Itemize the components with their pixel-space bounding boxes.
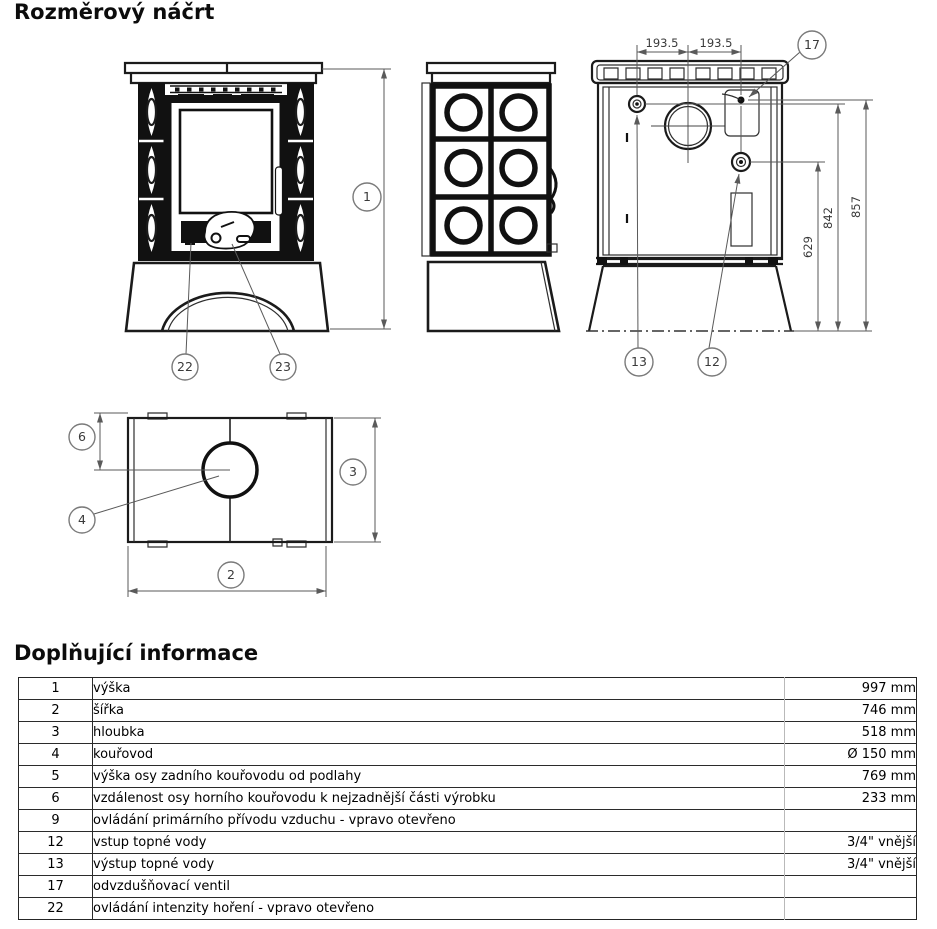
row-label: odvzdušňovací ventil bbox=[93, 876, 785, 898]
table-row bbox=[19, 854, 917, 876]
callout-17-vent-valve bbox=[798, 31, 826, 59]
table-row bbox=[19, 700, 917, 722]
rear-base bbox=[589, 266, 791, 331]
callout-22-intensity-control bbox=[172, 354, 198, 380]
table-row bbox=[19, 788, 917, 810]
side-tile-ring bbox=[447, 96, 480, 129]
rear-body bbox=[598, 83, 782, 259]
side-tile-grid bbox=[435, 86, 548, 254]
side-base bbox=[428, 262, 559, 331]
row-number: 12 bbox=[19, 832, 93, 854]
callout-23-air-control bbox=[270, 354, 296, 380]
row-number: 2 bbox=[19, 700, 93, 722]
rear-body-inner bbox=[603, 87, 777, 255]
leader-13 bbox=[637, 115, 638, 348]
section-title: Doplňující informace bbox=[14, 641, 259, 665]
row-value bbox=[785, 810, 917, 832]
callout-4-flue bbox=[69, 507, 95, 533]
row-value: 746 mm bbox=[785, 700, 917, 722]
row-label: hloubka bbox=[93, 722, 785, 744]
table-row bbox=[19, 766, 917, 788]
callout-2-width bbox=[218, 562, 244, 588]
control-slider bbox=[237, 236, 250, 242]
side-tile-ring bbox=[447, 209, 480, 242]
table-row bbox=[19, 832, 917, 854]
row-number: 3 bbox=[19, 722, 93, 744]
top-view bbox=[69, 413, 381, 597]
svg-text:22: 22 bbox=[177, 359, 193, 374]
row-label: výška osy zadního kouřovodu od podlahy bbox=[93, 766, 785, 788]
dim-label-193-left: 193.5 bbox=[645, 36, 679, 50]
dim-label-193-right: 193.5 bbox=[699, 36, 733, 50]
side-tile-ring bbox=[502, 209, 535, 242]
leader-12 bbox=[709, 174, 739, 348]
side-back-strip bbox=[422, 83, 430, 256]
row-value bbox=[785, 876, 917, 898]
svg-text:2: 2 bbox=[227, 567, 235, 582]
row-number: 5 bbox=[19, 766, 93, 788]
info-table bbox=[18, 677, 917, 920]
row-label: výstup topné vody bbox=[93, 854, 785, 876]
front-cornice bbox=[125, 63, 322, 83]
callout-6-flue-offset bbox=[69, 424, 95, 450]
rear-view bbox=[586, 31, 873, 376]
svg-text:6: 6 bbox=[78, 429, 86, 444]
callout-1-height bbox=[353, 183, 381, 211]
row-value: 518 mm bbox=[785, 722, 917, 744]
callout-3-depth bbox=[340, 459, 366, 485]
door-window bbox=[180, 110, 272, 213]
callout-12-water-inlet bbox=[698, 348, 726, 376]
row-number: 9 bbox=[19, 810, 93, 832]
front-view bbox=[125, 63, 391, 380]
dim-label-857: 857 bbox=[849, 196, 863, 218]
side-cornice bbox=[427, 63, 555, 83]
row-number: 1 bbox=[19, 678, 93, 700]
row-number: 22 bbox=[19, 898, 93, 920]
row-number: 4 bbox=[19, 744, 93, 766]
table-row bbox=[19, 810, 917, 832]
door-handle-slot bbox=[276, 167, 283, 215]
row-number: 13 bbox=[19, 854, 93, 876]
flue-crosshair bbox=[651, 90, 725, 163]
table-row bbox=[19, 898, 917, 920]
row-label: šířka bbox=[93, 700, 785, 722]
leader-4 bbox=[94, 476, 219, 514]
row-label: ovládání intenzity hoření - vpravo otevřeno bbox=[93, 898, 785, 920]
table-row bbox=[19, 744, 917, 766]
rear-cap-tabs bbox=[604, 68, 776, 79]
side-tile-ring bbox=[502, 152, 535, 185]
svg-text:4: 4 bbox=[78, 512, 86, 527]
row-value: Ø 150 mm bbox=[785, 744, 917, 766]
row-value: 233 mm bbox=[785, 788, 917, 810]
row-label: vzdálenost osy horního kouřovodu k nejzadnější části výrobku bbox=[93, 788, 785, 810]
svg-text:1: 1 bbox=[363, 189, 371, 204]
leader-17 bbox=[749, 52, 800, 97]
svg-text:12: 12 bbox=[704, 354, 720, 369]
rear-top-cap-inner bbox=[597, 65, 783, 80]
callout-13-water-outlet bbox=[625, 348, 653, 376]
row-label: výška bbox=[93, 681, 131, 696]
svg-text:3: 3 bbox=[349, 464, 357, 479]
row-value bbox=[785, 898, 917, 920]
table-row bbox=[19, 678, 917, 700]
row-number: 17 bbox=[19, 876, 93, 898]
svg-text:23: 23 bbox=[275, 359, 291, 374]
dim-label-629: 629 bbox=[801, 236, 815, 258]
side-view bbox=[422, 63, 559, 331]
table-row bbox=[19, 876, 917, 898]
row-number: 6 bbox=[19, 788, 93, 810]
row-value: 769 mm bbox=[785, 766, 917, 788]
control-knob bbox=[212, 234, 221, 243]
ornament-casting bbox=[204, 212, 254, 249]
table-row bbox=[19, 722, 917, 744]
svg-text:17: 17 bbox=[804, 37, 820, 52]
side-tile-ring bbox=[447, 152, 480, 185]
side-tile-ring bbox=[502, 96, 535, 129]
svg-text:13: 13 bbox=[631, 354, 647, 369]
row-label: kouřovod bbox=[93, 744, 785, 766]
row-label: vstup topné vody bbox=[93, 832, 785, 854]
row-value: 997 mm bbox=[785, 678, 917, 700]
page-title: Rozměrový náčrt bbox=[14, 0, 215, 24]
row-value: 3/4" vnější bbox=[785, 854, 917, 876]
row-value: 3/4" vnější bbox=[785, 832, 917, 854]
dim-label-842: 842 bbox=[821, 207, 835, 229]
row-label: ovládání primárního přívodu vzduchu - vpravo otevřeno bbox=[93, 810, 785, 832]
